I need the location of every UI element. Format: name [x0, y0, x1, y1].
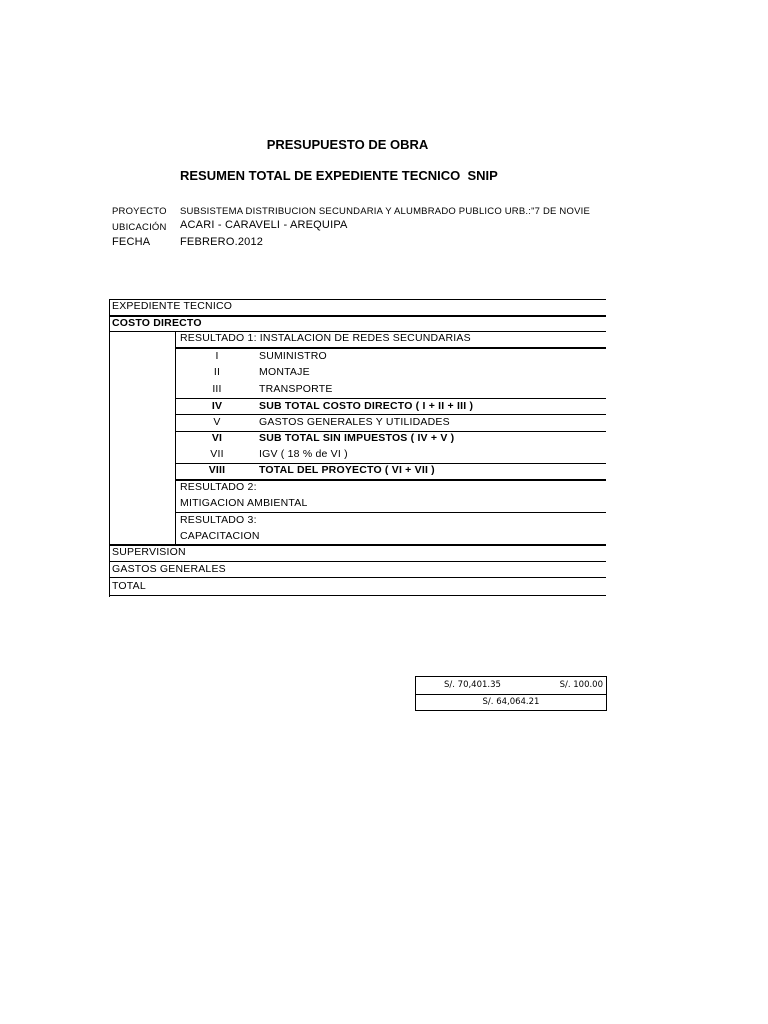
expediente-label: EXPEDIENTE TECNICO [112, 300, 233, 312]
row-divider [175, 398, 606, 399]
proyecto-label: PROYECTO [112, 206, 167, 217]
summary-divider [416, 694, 606, 695]
item-number: VI [211, 432, 223, 444]
item-number: II [213, 366, 221, 378]
costo-directo-label: COSTO DIRECTO [112, 317, 202, 329]
page-subtitle: RESUMEN TOTAL DE EXPEDIENTE TECNICO SNIP [180, 168, 498, 183]
item-description: SUB TOTAL COSTO DIRECTO ( I + II + III ) [259, 400, 474, 412]
summary-value-2: S/. 100.00 [559, 680, 603, 690]
row-divider [175, 347, 606, 349]
fecha-label: FECHA [112, 236, 151, 248]
item-description: IGV ( 18 % de VI ) [259, 448, 348, 460]
page-title: PRESUPUESTO DE OBRA [266, 137, 429, 152]
item-description: MONTAJE [259, 366, 310, 378]
row-divider [175, 512, 606, 513]
item-number: IV [211, 400, 223, 412]
gastos-generales-label: GASTOS GENERALES [112, 563, 226, 575]
table-left-border [109, 299, 110, 597]
item-description: TOTAL DEL PROYECTO ( VI + VII ) [259, 464, 435, 476]
total-label: TOTAL [112, 580, 146, 592]
fecha-value: FEBRERO.2012 [180, 236, 264, 248]
ubicacion-value: ACARI - CARAVELI - AREQUIPA [180, 219, 348, 231]
capacitacion-label: CAPACITACION [180, 530, 260, 542]
summary-value-1: S/. 70,401.35 [444, 680, 501, 690]
item-description: TRANSPORTE [259, 383, 333, 395]
summary-box [415, 676, 607, 711]
row-divider [175, 414, 606, 415]
row-divider [109, 561, 606, 562]
ubicacion-label: UBICACIÓN [112, 222, 167, 233]
resultado1-label: RESULTADO 1: INSTALACION DE REDES SECUNDARIAS [180, 332, 471, 344]
item-description: GASTOS GENERALES Y UTILIDADES [259, 416, 450, 428]
item-number: VII [210, 448, 224, 460]
proyecto-value: SUBSISTEMA DISTRIBUCION SECUNDARIA Y ALUMBRADO PUBLICO URB.:"7 DE NOVIE [180, 206, 590, 217]
supervision-label: SUPERVISION [112, 546, 186, 558]
table-bottom-line [109, 595, 606, 596]
item-number: III [212, 383, 222, 395]
budget-table [109, 299, 606, 597]
item-number: VIII [208, 464, 226, 476]
summary-value-3: S/. 64,064.21 [482, 697, 540, 707]
mitigacion-label: MITIGACION AMBIENTAL [180, 497, 308, 509]
item-description: SUMINISTRO [259, 350, 327, 362]
item-number: V [213, 416, 221, 428]
item-number: I [215, 350, 219, 362]
item-description: SUB TOTAL SIN IMPUESTOS ( IV + V ) [259, 432, 455, 444]
row-divider [109, 577, 606, 578]
resultado2-label: RESULTADO 2: [180, 481, 257, 493]
resultado3-label: RESULTADO 3: [180, 514, 257, 526]
